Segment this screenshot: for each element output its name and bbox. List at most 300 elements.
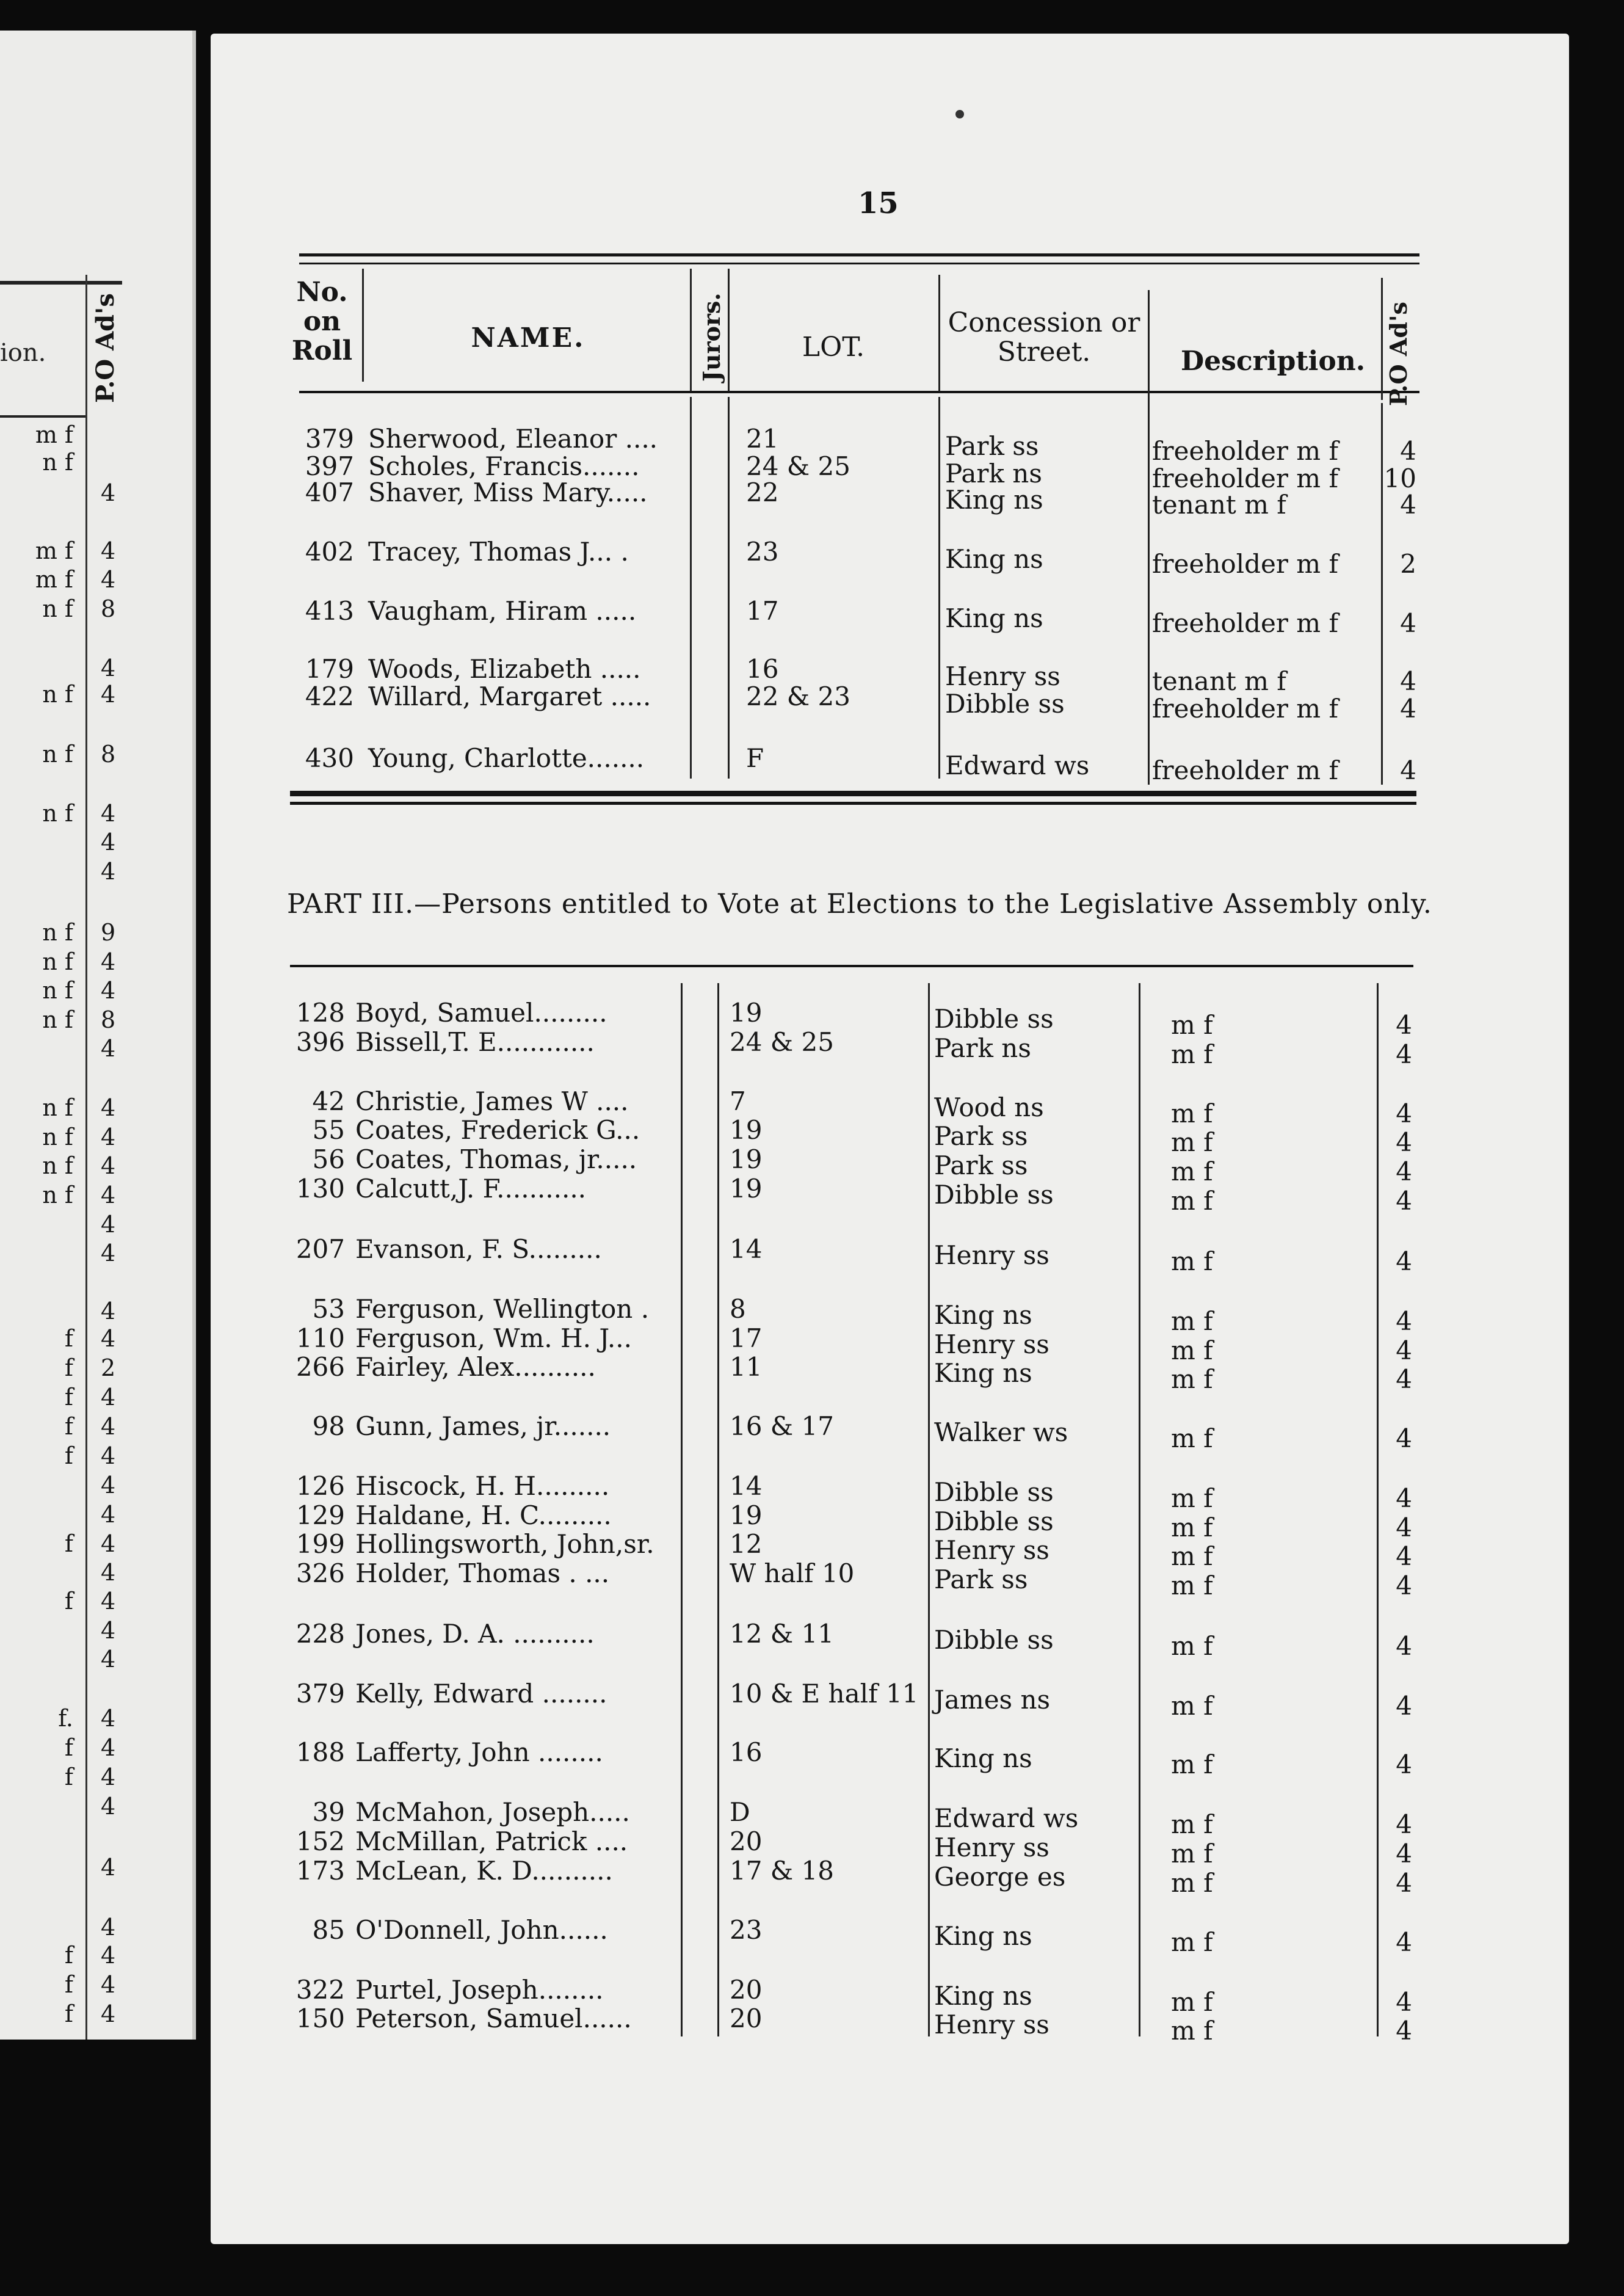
lot: 19	[730, 998, 763, 1028]
roll-number: 397	[305, 451, 354, 481]
description: m f	[1171, 1246, 1213, 1276]
part2-row	[0, 743, 1624, 785]
left-po-address: 4	[101, 1442, 116, 1469]
left-page-row	[0, 1764, 122, 1790]
roll-number: 322	[295, 1975, 345, 2005]
header-concession-2: Street.	[997, 336, 1091, 368]
po-address: 4	[1396, 1691, 1412, 1721]
voter-name: Ferguson, Wm. H. J...	[355, 1323, 632, 1353]
description: freeholder m f	[1152, 463, 1338, 493]
left-po-address: 4	[101, 948, 116, 975]
part3-row	[0, 1115, 1624, 1157]
part3-row	[0, 1294, 1624, 1336]
left-po-address: 8	[101, 595, 116, 622]
concession-street: Henry ss	[945, 661, 1060, 691]
left-description: f	[64, 1734, 73, 1761]
lot: D	[730, 1797, 750, 1827]
po-address: 4	[1396, 1186, 1412, 1216]
po-address: 4	[1396, 1571, 1412, 1600]
header-concession	[943, 308, 1145, 367]
left-description: f	[64, 1530, 73, 1557]
roll-number: 173	[295, 1856, 345, 1886]
lot: 24 & 25	[730, 1027, 834, 1057]
concession-street: King ns	[945, 485, 1043, 515]
part3-row	[0, 1471, 1624, 1513]
voter-name: Purtel, Joseph........	[355, 1975, 604, 2005]
roll-number: 150	[295, 2004, 345, 2033]
left-description: n f	[42, 741, 73, 768]
po-address: 4	[1396, 1306, 1412, 1336]
roll-number: 98	[312, 1411, 345, 1441]
header-divider-4	[938, 275, 940, 391]
description: m f	[1171, 1987, 1213, 2017]
po-address: 4	[1396, 1809, 1412, 1839]
roll-number: 129	[295, 1500, 345, 1530]
left-page-row	[0, 1942, 122, 1969]
lot: 12 & 11	[730, 1619, 834, 1649]
part2-row	[0, 596, 1624, 638]
roll-number: 39	[312, 1797, 345, 1827]
roll-number: 326	[295, 1558, 345, 1588]
lot: 19	[730, 1144, 763, 1174]
description: m f	[1171, 1571, 1213, 1600]
left-po-address: 8	[101, 741, 116, 768]
po-address: 4	[1400, 694, 1416, 724]
left-description: f	[64, 1384, 73, 1411]
left-description: f	[64, 1413, 73, 1440]
description: freeholder m f	[1152, 755, 1338, 785]
page-number: 15	[858, 186, 899, 220]
part3-row	[0, 1679, 1624, 1721]
left-description: f.	[58, 1705, 73, 1732]
lot: 7	[730, 1086, 746, 1116]
po-address: 4	[1396, 1423, 1412, 1453]
left-po-address: 4	[101, 1617, 116, 1644]
left-po-address: 4	[101, 1325, 116, 1352]
roll-number: 396	[295, 1027, 345, 1057]
left-description: f	[64, 1354, 73, 1381]
part2-row	[0, 537, 1624, 579]
left-po-address: 4	[101, 1472, 116, 1499]
lot: 17 & 18	[730, 1856, 834, 1886]
roll-number: 379	[295, 1679, 345, 1709]
left-description: f	[64, 1325, 73, 1352]
header-divider-2	[690, 269, 692, 391]
voter-name: Boyd, Samuel.........	[355, 998, 607, 1028]
voter-name: McMahon, Joseph.....	[355, 1797, 630, 1827]
left-po-address: 4	[101, 681, 116, 708]
header-top-rule-2	[299, 263, 1419, 264]
po-address: 4	[1400, 666, 1416, 696]
left-po-address: 9	[101, 919, 116, 946]
concession-street: Walker ws	[934, 1417, 1068, 1447]
voter-name: Young, Charlotte.......	[368, 743, 645, 773]
lot: 19	[730, 1174, 763, 1204]
left-page-row	[0, 948, 122, 975]
left-po-address: 4	[101, 800, 116, 827]
left-po-address: 4	[101, 1646, 116, 1673]
lot: 19	[730, 1500, 763, 1530]
left-page-row	[0, 800, 122, 827]
left-description: n f	[42, 919, 73, 946]
part3-row	[0, 1234, 1624, 1276]
left-page-row	[0, 919, 122, 946]
concession-street: Park ss	[934, 1150, 1028, 1180]
voter-name: Hiscock, H. H.........	[355, 1471, 610, 1501]
part3-row	[0, 1027, 1624, 1069]
roll-number: 430	[305, 743, 354, 773]
left-description-header: ion.	[0, 339, 46, 367]
lot: 10 & E half 11	[730, 1679, 919, 1709]
concession-street: King ns	[934, 1921, 1032, 1951]
description: m f	[1171, 1039, 1213, 1069]
left-description: f	[64, 2000, 73, 2027]
header-divider-6	[1381, 278, 1383, 400]
left-po-address: 4	[101, 537, 116, 564]
voter-name: Kelly, Edward ........	[355, 1679, 607, 1709]
lot: 23	[746, 537, 779, 567]
part3-row	[0, 1411, 1624, 1453]
header-jurors: Jurors.	[698, 292, 725, 382]
concession-street: Henry ss	[934, 1535, 1049, 1565]
header-on: on	[303, 306, 341, 337]
description: freeholder m f	[1152, 436, 1338, 466]
left-po-header: P.O Ad's	[91, 293, 120, 403]
left-page-row	[0, 1442, 122, 1469]
part2-row	[0, 478, 1624, 520]
po-address: 4	[1396, 1039, 1412, 1069]
left-page-row	[0, 1646, 122, 1673]
roll-number: 126	[295, 1471, 345, 1501]
lot: 11	[730, 1352, 763, 1382]
description: m f	[1171, 1306, 1213, 1336]
left-po-address: 4	[101, 655, 116, 681]
left-description: n f	[42, 449, 73, 476]
header-divider-1	[362, 269, 364, 382]
roll-number: 188	[295, 1737, 345, 1767]
roll-number: 56	[312, 1144, 345, 1174]
voter-name: Scholes, Francis.......	[368, 451, 640, 481]
voter-name: Christie, James W ....	[355, 1086, 629, 1116]
description: m f	[1171, 1839, 1213, 1869]
part3-row	[0, 1323, 1624, 1365]
left-po-address: 4	[101, 1914, 116, 1941]
description: freeholder m f	[1152, 608, 1338, 638]
left-description: n f	[42, 1094, 73, 1121]
voter-name: McMillan, Patrick ....	[355, 1826, 628, 1856]
concession-street: Park ns	[945, 459, 1042, 489]
voter-name: Haldane, H. C.........	[355, 1500, 612, 1530]
left-page-row	[0, 1705, 122, 1732]
lot: 20	[730, 1826, 763, 1856]
left-description: m f	[35, 421, 73, 448]
description: m f	[1171, 1513, 1213, 1542]
voter-name: Willard, Margaret .....	[368, 681, 651, 711]
po-address: 4	[1396, 1868, 1412, 1898]
roll-number: 207	[295, 1234, 345, 1264]
description: freeholder m f	[1152, 694, 1338, 724]
left-page-row	[0, 566, 122, 593]
po-address: 4	[1396, 1335, 1412, 1365]
left-header-rule	[0, 415, 85, 418]
po-address: 4	[1396, 1839, 1412, 1869]
roll-number: 407	[305, 478, 354, 507]
po-address: 4	[1400, 755, 1416, 785]
roll-number: 228	[295, 1619, 345, 1649]
description: m f	[1171, 1127, 1213, 1157]
left-description: n f	[42, 1006, 73, 1033]
left-description: n f	[42, 1182, 73, 1208]
lot: 12	[730, 1529, 763, 1559]
roll-number: 199	[295, 1529, 345, 1559]
description: m f	[1171, 1691, 1213, 1721]
roll-number: 128	[295, 998, 345, 1028]
roll-number: 42	[312, 1086, 345, 1116]
concession-street: Dibble ss	[934, 1625, 1054, 1655]
part2-bottom-rule	[290, 791, 1416, 796]
concession-street: Henry ss	[934, 2010, 1049, 2040]
left-description: n f	[42, 681, 73, 708]
lot: W half 10	[730, 1558, 855, 1588]
left-po-address: 4	[101, 1588, 116, 1615]
left-po-address: 4	[101, 1942, 116, 1969]
voter-name: Evanson, F. S.........	[355, 1234, 602, 1264]
part3-row	[0, 1915, 1624, 1957]
left-po-address: 4	[101, 566, 116, 593]
voter-name: Coates, Frederick G...	[355, 1115, 640, 1145]
part3-row	[0, 1975, 1624, 2017]
po-address: 4	[1396, 1483, 1412, 1513]
voter-name: Peterson, Samuel......	[355, 2004, 632, 2033]
concession-street: Park ns	[934, 1033, 1031, 1063]
left-po-address: 4	[101, 1530, 116, 1557]
left-description: f	[64, 1442, 73, 1469]
description: m f	[1171, 1631, 1213, 1661]
description: m f	[1171, 1335, 1213, 1365]
description: m f	[1171, 1099, 1213, 1128]
left-po-address: 4	[101, 858, 116, 885]
roll-number: 402	[305, 537, 354, 567]
concession-street: Henry ss	[934, 1240, 1049, 1270]
voter-name: Calcutt,J. F...........	[355, 1174, 587, 1204]
concession-street: Park ss	[934, 1121, 1028, 1151]
voter-name: Fairley, Alex..........	[355, 1352, 596, 1382]
roll-number: 152	[295, 1826, 345, 1856]
part3-row	[0, 1086, 1624, 1128]
left-description: m f	[35, 566, 73, 593]
part3-row	[0, 1174, 1624, 1216]
left-po-address: 4	[101, 977, 116, 1004]
description: m f	[1171, 1749, 1213, 1779]
header-name: NAME.	[471, 322, 585, 354]
po-address: 4	[1396, 1631, 1412, 1661]
left-po-address: 4	[101, 1854, 116, 1881]
description: m f	[1171, 1010, 1213, 1040]
concession-street: King ns	[934, 1358, 1032, 1388]
concession-street: Dibble ss	[934, 1477, 1054, 1507]
concession-street: King ns	[945, 603, 1043, 633]
voter-name: Lafferty, John ........	[355, 1737, 603, 1767]
concession-street: King ns	[934, 1981, 1032, 2011]
left-page-row	[0, 1384, 122, 1411]
left-description: n f	[42, 595, 73, 622]
concession-street: Park ss	[945, 431, 1039, 461]
left-description: m f	[35, 537, 73, 564]
lot: 22 & 23	[746, 681, 850, 711]
po-address: 4	[1396, 1927, 1412, 1957]
roll-number: 130	[295, 1174, 345, 1204]
left-description: n f	[42, 1124, 73, 1150]
description: tenant m f	[1152, 490, 1286, 520]
voter-name: Bissell,T. E............	[355, 1027, 595, 1057]
lot: 14	[730, 1234, 763, 1264]
left-page-row	[0, 829, 122, 856]
roll-number: 85	[312, 1915, 345, 1945]
description: m f	[1171, 1927, 1213, 1957]
po-address: 10	[1383, 463, 1416, 493]
po-address: 4	[1396, 1987, 1412, 2017]
left-description: f	[64, 1764, 73, 1790]
left-page-row	[0, 1211, 122, 1238]
left-po-address: 4	[101, 1094, 116, 1121]
left-po-address: 8	[101, 1006, 116, 1033]
voter-name: O'Donnell, John......	[355, 1915, 608, 1945]
lot: 24 & 25	[746, 451, 850, 481]
left-po-address: 4	[101, 1764, 116, 1790]
concession-street: King ns	[934, 1743, 1032, 1773]
po-address: 4	[1396, 1541, 1412, 1571]
voter-name: Hollingsworth, John,sr.	[355, 1529, 654, 1559]
left-po-address: 4	[101, 1298, 116, 1324]
left-po-address: 4	[101, 479, 116, 506]
voter-name: Coates, Thomas, jr.....	[355, 1144, 637, 1174]
voter-name: Tracey, Thomas J... .	[368, 537, 629, 567]
description: m f	[1171, 1157, 1213, 1186]
voter-name: Vaugham, Hiram .....	[368, 596, 637, 626]
concession-street: James ns	[934, 1685, 1051, 1715]
description: m f	[1171, 2016, 1213, 2046]
concession-street: Henry ss	[934, 1833, 1049, 1862]
left-po-address: 4	[101, 1971, 116, 1998]
left-po-address: 4	[101, 1124, 116, 1150]
left-po-address: 4	[101, 1413, 116, 1440]
left-po-address: 4	[101, 1501, 116, 1528]
po-address: 4	[1396, 1099, 1412, 1128]
description: m f	[1171, 1541, 1213, 1571]
po-address: 4	[1396, 1246, 1412, 1276]
lot: 23	[730, 1915, 763, 1945]
po-address: 4	[1396, 1364, 1412, 1394]
roll-number: 55	[312, 1115, 345, 1145]
header-no-on-roll	[287, 278, 357, 366]
part3-row	[0, 1352, 1624, 1394]
voter-name: Holder, Thomas . ...	[355, 1558, 610, 1588]
header-description: Description.	[1180, 346, 1366, 377]
po-address: 4	[1396, 1127, 1412, 1157]
description: m f	[1171, 1868, 1213, 1898]
left-po-header-box	[85, 275, 124, 415]
voter-name: Ferguson, Wellington .	[355, 1294, 650, 1324]
part3-row	[0, 1529, 1624, 1571]
left-description: n f	[42, 948, 73, 975]
voter-name: Sherwood, Eleanor ....	[368, 424, 658, 454]
left-po-address: 4	[101, 1152, 116, 1179]
lot: 22	[746, 478, 779, 507]
description: m f	[1171, 1186, 1213, 1216]
concession-street: Edward ws	[945, 750, 1090, 780]
part3-row	[0, 1826, 1624, 1869]
header-concession-1: Concession or	[948, 307, 1140, 338]
description: m f	[1171, 1809, 1213, 1839]
roll-number: 413	[305, 596, 354, 626]
concession-street: Park ss	[934, 1564, 1028, 1594]
roll-number: 266	[295, 1352, 345, 1382]
part3-row	[0, 1500, 1624, 1542]
left-po-address: 4	[101, 1734, 116, 1761]
left-description: n f	[42, 1152, 73, 1179]
ink-speck	[955, 110, 964, 118]
concession-street: Henry ss	[934, 1329, 1049, 1359]
left-description: n f	[42, 800, 73, 827]
po-address: 4	[1396, 1513, 1412, 1542]
concession-street: King ns	[934, 1300, 1032, 1330]
left-po-address: 4	[101, 829, 116, 856]
lot: 8	[730, 1294, 746, 1324]
part3-row	[0, 1558, 1624, 1600]
left-description: f	[64, 1971, 73, 1998]
header-lot: LOT.	[802, 332, 865, 363]
description: m f	[1171, 1483, 1213, 1513]
concession-street: Edward ws	[934, 1803, 1079, 1833]
po-address: 4	[1396, 1010, 1412, 1040]
header-bottom-rule	[299, 391, 1419, 393]
lot: 21	[746, 424, 779, 454]
roll-number: 379	[305, 424, 354, 454]
po-address: 4	[1396, 2016, 1412, 2046]
po-address: 2	[1400, 549, 1416, 579]
po-address: 4	[1400, 490, 1416, 520]
part3-row	[0, 1144, 1624, 1186]
lot: 20	[730, 2004, 763, 2033]
description: m f	[1171, 1423, 1213, 1453]
po-address: 4	[1400, 608, 1416, 638]
voter-name: Woods, Elizabeth .....	[368, 654, 641, 684]
lot: 20	[730, 1975, 763, 2005]
left-page-row	[0, 1588, 122, 1615]
part3-row	[0, 1856, 1624, 1898]
part3-rule	[290, 965, 1413, 967]
lot: F	[746, 743, 764, 773]
left-po-address: 4	[101, 1384, 116, 1411]
left-po-address: 4	[101, 1705, 116, 1732]
left-description: f	[64, 1588, 73, 1615]
left-description: n f	[42, 977, 73, 1004]
header-divider-3	[728, 269, 730, 391]
lot: 17	[746, 596, 779, 626]
part2-bottom-rule-2	[290, 802, 1416, 805]
concession-street: King ns	[945, 544, 1043, 574]
left-po-address: 2	[101, 1354, 116, 1381]
part3-row	[0, 998, 1624, 1040]
voter-name: Jones, D. A. ..........	[355, 1619, 595, 1649]
left-po-address: 4	[101, 1035, 116, 1062]
left-po-address: 4	[101, 1793, 116, 1820]
part3-row	[0, 1797, 1624, 1839]
concession-street: Dibble ss	[934, 1180, 1054, 1210]
po-address: 4	[1396, 1157, 1412, 1186]
header-po: P.O Ad's	[1385, 302, 1412, 406]
roll-number: 53	[312, 1294, 345, 1324]
